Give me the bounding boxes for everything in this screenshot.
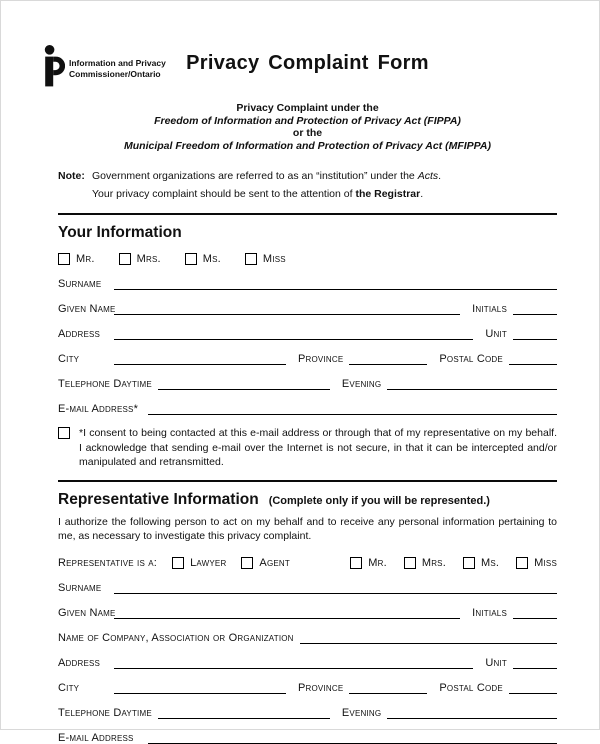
- postal-code-label: Postal Code: [439, 353, 503, 365]
- province-field[interactable]: [349, 352, 427, 365]
- rep-company-label: Name of Company, Association or Organization: [58, 631, 294, 644]
- rep-option-lawyer: [172, 557, 226, 569]
- rep-company-row: [58, 631, 557, 644]
- email-row: [58, 402, 557, 415]
- initials-label: Initials: [472, 303, 507, 315]
- email-field[interactable]: [148, 402, 557, 415]
- email-consent-checkbox[interactable]: [58, 427, 70, 439]
- rep-miss-checkbox[interactable]: [516, 557, 528, 569]
- section-heading-your-information: Your Information: [58, 224, 182, 241]
- surname-row: [58, 277, 557, 290]
- representative-intro: I authorize the following person to act on my behalf and to receive any personal information pertaining to me, as necessary to investigate this privacy complaint.: [58, 515, 557, 542]
- ipc-logo-icon: [42, 45, 65, 87]
- subtitle-line2-fippa: Freedom of Information and Protection of Privacy Act (FIPPA): [154, 114, 461, 127]
- unit-label: Unit: [485, 328, 507, 340]
- rep-unit-field[interactable]: [513, 656, 557, 669]
- logo-line2: Commissioner/Ontario: [69, 68, 161, 79]
- rep-ms-checkbox[interactable]: [463, 557, 475, 569]
- rep-initials-label: Initials: [472, 606, 507, 619]
- email-consent-row: [58, 426, 557, 470]
- title-option-ms: [185, 253, 221, 265]
- subtitle-line3: or the: [292, 127, 323, 139]
- given-name-row: [58, 302, 557, 315]
- postal-code-field[interactable]: [509, 352, 557, 365]
- rep-city-field[interactable]: [114, 681, 286, 694]
- email-consent-text: *I consent to being contacted at this e-mail address or through that of my representative on my behalf. I acknowledge that sending e-mail over the Internet is not secure, in that it can be intercepted and/or manipulated and retransmitted.: [79, 427, 557, 468]
- title-option-mr: [58, 253, 95, 265]
- rep-telephone-row: [58, 706, 557, 719]
- note-label: Note:: [58, 170, 85, 182]
- rep-postal-code-field[interactable]: [509, 681, 557, 694]
- header: [58, 1, 557, 89]
- rep-miss-label: Miss: [534, 556, 557, 569]
- section-divider: [58, 213, 557, 215]
- initials-field[interactable]: [513, 302, 557, 315]
- given-name-field[interactable]: [114, 302, 460, 315]
- rep-ms-label: Ms.: [480, 556, 500, 569]
- rep-telephone-daytime-field[interactable]: [158, 706, 330, 719]
- telephone-daytime-label: Telephone Daytime: [58, 378, 152, 390]
- rep-surname-row: [58, 581, 557, 594]
- rep-city-label: City: [58, 681, 80, 694]
- rep-email-row: [58, 731, 557, 744]
- rep-given-name-label: Given Name: [58, 606, 116, 619]
- evening-label: Evening: [341, 378, 382, 390]
- logo-text: [69, 45, 166, 79]
- representative-heading-note: (Complete only if you will be represented.): [268, 494, 490, 507]
- rep-email-field[interactable]: [148, 731, 557, 744]
- rep-address-row: [58, 656, 557, 669]
- subtitle-line4-mfippa: Municipal Freedom of Information and Protection of Privacy Act (MFIPPA): [124, 139, 491, 152]
- city-label: City: [58, 353, 80, 365]
- rep-surname-field[interactable]: [114, 581, 557, 594]
- rep-postal-code-label: Postal Code: [439, 681, 503, 694]
- rep-address-label: Address: [58, 656, 101, 669]
- rep-option-agent: [241, 557, 290, 569]
- rep-mr-checkbox[interactable]: [350, 557, 362, 569]
- city-row: [58, 352, 557, 365]
- rep-title-checkbox-row: [350, 557, 557, 569]
- rep-mrs-checkbox[interactable]: [404, 557, 416, 569]
- rep-mrs-label: Mrs.: [421, 556, 446, 569]
- evening-field[interactable]: [387, 377, 557, 390]
- rep-title-option-mr: [350, 557, 387, 569]
- telephone-row: [58, 377, 557, 390]
- given-name-label: Given Name: [58, 303, 116, 315]
- miss-checkbox[interactable]: [245, 253, 257, 265]
- representative-type-row: [58, 557, 557, 569]
- miss-label: Miss: [262, 253, 286, 265]
- mrs-checkbox[interactable]: [119, 253, 131, 265]
- unit-field[interactable]: [513, 327, 557, 340]
- title-option-miss: [245, 253, 286, 265]
- rep-telephone-daytime-label: Telephone Daytime: [58, 706, 152, 719]
- address-row: [58, 327, 557, 340]
- agent-checkbox[interactable]: [241, 557, 253, 569]
- rep-province-label: Province: [298, 681, 344, 694]
- form-subtitle: [58, 102, 557, 152]
- rep-evening-field[interactable]: [387, 706, 557, 719]
- surname-label: Surname: [58, 278, 102, 290]
- rep-city-row: [58, 681, 557, 694]
- rep-address-field[interactable]: [114, 656, 473, 669]
- representative-type-label: Representative is a:: [58, 556, 158, 569]
- mr-label: Mr.: [76, 253, 95, 265]
- surname-field[interactable]: [114, 277, 557, 290]
- province-label: Province: [298, 353, 344, 365]
- rep-province-field[interactable]: [349, 681, 427, 694]
- city-field[interactable]: [114, 352, 286, 365]
- title-checkbox-row: [58, 253, 557, 265]
- logo-line1: Information and Privacy: [69, 58, 166, 68]
- rep-initials-field[interactable]: [513, 606, 557, 619]
- rep-unit-label: Unit: [485, 656, 507, 669]
- ipc-logo: [42, 45, 166, 87]
- page-title: Privacy Complaint Form: [186, 52, 429, 74]
- address-label: Address: [58, 328, 101, 340]
- address-field[interactable]: [114, 327, 473, 340]
- rep-title-option-mrs: [404, 557, 446, 569]
- rep-evening-label: Evening: [341, 706, 382, 719]
- telephone-daytime-field[interactable]: [158, 377, 330, 390]
- rep-title-option-miss: [516, 557, 557, 569]
- rep-email-label: E-mail Address: [58, 731, 134, 744]
- note-line2-period: .: [420, 188, 424, 200]
- mr-checkbox[interactable]: [58, 253, 70, 265]
- rep-surname-label: Surname: [58, 581, 102, 594]
- section-divider-2: [58, 480, 557, 482]
- ms-checkbox[interactable]: [185, 253, 197, 265]
- rep-mr-label: Mr.: [368, 556, 387, 569]
- email-label: E-mail Address*: [58, 403, 139, 415]
- note-line1-acts: Acts: [417, 170, 439, 182]
- note-block: [58, 167, 557, 203]
- note-line2-registrar: the Registrar: [355, 188, 421, 200]
- mrs-label: Mrs.: [136, 253, 161, 265]
- agent-label: Agent: [259, 556, 290, 569]
- lawyer-checkbox[interactable]: [172, 557, 184, 569]
- note-line2: Your privacy complaint should be sent to the attention of: [92, 188, 356, 200]
- note-line1: Government organizations are referred to as an “institution” under the: [92, 170, 418, 182]
- section-heading-representative: [58, 491, 557, 509]
- rep-title-option-ms: [463, 557, 499, 569]
- rep-given-name-row: [58, 606, 557, 619]
- representative-type-options: [58, 557, 290, 569]
- representative-heading: Representative Information: [58, 490, 259, 508]
- title-option-mrs: [119, 253, 161, 265]
- rep-company-field[interactable]: [300, 631, 557, 644]
- note-line1-period: .: [438, 170, 442, 182]
- ms-label: Ms.: [202, 253, 221, 265]
- lawyer-label: Lawyer: [190, 556, 227, 569]
- note-text: [92, 167, 441, 203]
- rep-given-name-field[interactable]: [114, 606, 460, 619]
- subtitle-line1: Privacy Complaint under the: [236, 102, 379, 114]
